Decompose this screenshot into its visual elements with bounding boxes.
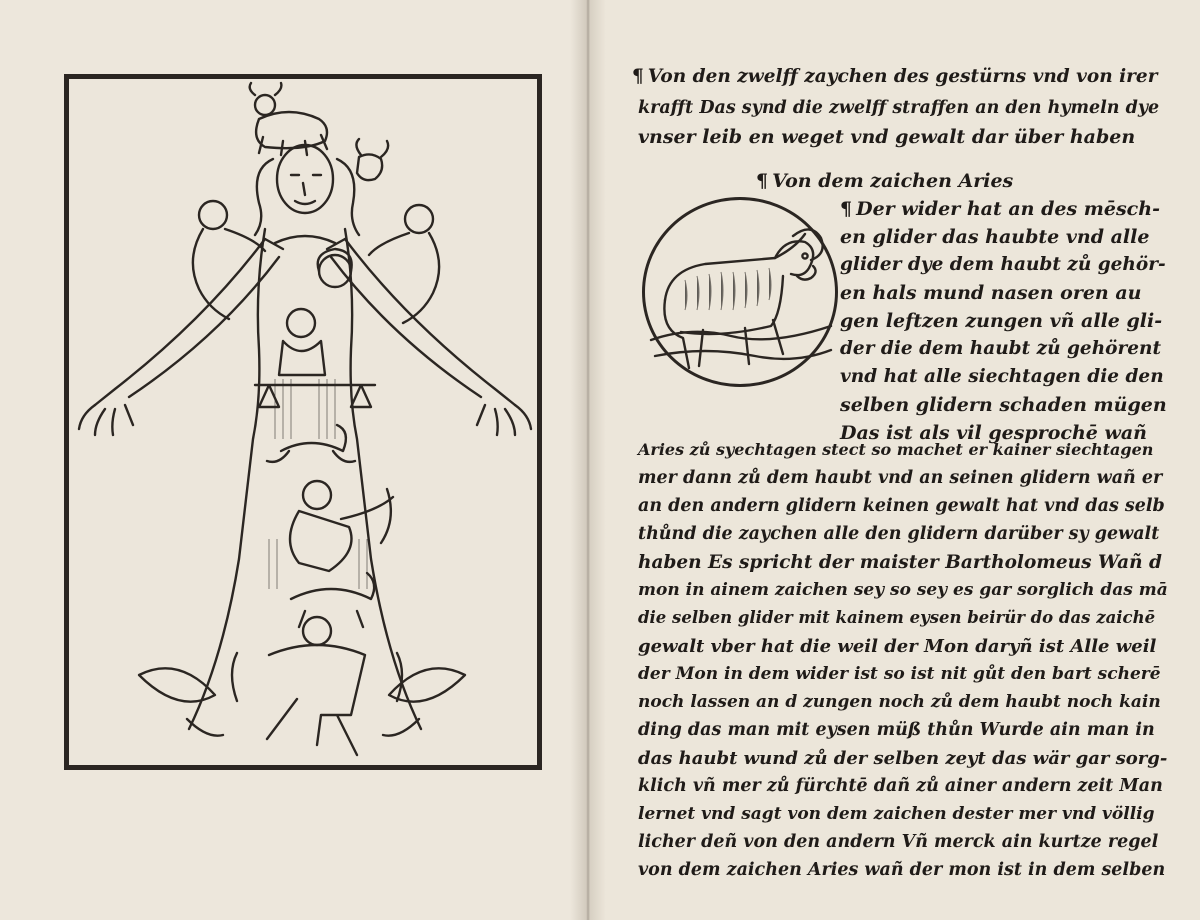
body-text-line: noch lassen an d zungen noch zů dem haubt noch kain	[638, 692, 1161, 712]
chapter-heading-line-1: ¶ Von den zwelff zaychen des gestürns vnd von irer	[632, 66, 1158, 87]
body-text-line: haben Es spricht der maister Bartholomeus Wañ d	[638, 552, 1162, 573]
body-text-line: klich vñ mer zů fürchtē dañ zů ainer andern zeit Man	[638, 776, 1163, 796]
text-line-beside-roundel: der die dem haubt zů gehörent	[840, 338, 1162, 359]
body-text-line: der Mon in dem wider ist so ist nit gůt den bart scherē	[638, 664, 1161, 684]
body-text-line: an den andern glidern keinen gewalt hat vnd das selb	[638, 496, 1165, 516]
chapter-heading-line-2: krafft Das synd die zwelff straffen an den hymeln dye	[638, 98, 1160, 118]
zodiac-man-illustration	[69, 79, 537, 765]
text-line-beside-roundel: en hals mund nasen oren au	[840, 282, 1142, 304]
paragraph-mark-icon: ¶	[632, 66, 644, 87]
body-text-line: Aries zů syechtagen stect so machet er kainer siechtagen	[638, 440, 1154, 459]
body-text-line: licher deñ von den andern Vñ merck ain kurtze regel	[638, 832, 1159, 852]
ram-icon	[645, 200, 835, 384]
body-text-line: von dem zaichen Aries wañ der mon ist in dem selben	[638, 860, 1166, 880]
body-text-line: mon in ainem zaichen sey so sey es gar sorglich das mā	[638, 580, 1168, 600]
chapter-heading-line-3: vnser leib en weget vnd gewalt dar über haben	[638, 126, 1136, 148]
text-line-beside-roundel: selben glidern schaden mügen	[840, 394, 1167, 416]
body-text-line: ding das man mit eysen müß thůn Wurde ain man in	[638, 720, 1155, 740]
body-text-line: die selben glider mit kainem eysen beirür do das zaichē	[638, 608, 1156, 627]
paragraph-mark-icon: ¶	[756, 170, 769, 192]
text-line-beside-roundel: glider dye dem haubt zů gehör-	[840, 254, 1166, 275]
book-gutter	[570, 0, 606, 920]
left-page	[0, 0, 588, 920]
zodiac-man-woodcut	[64, 74, 542, 770]
body-text-line: thůnd die zaychen alle den glidern darüber sy gewalt	[638, 524, 1160, 544]
body-text-line: gewalt vber hat die weil der Mon daryñ ist Alle weil	[638, 636, 1157, 657]
text-line-beside-roundel: gen leftzen zungen vñ alle gli-	[840, 310, 1163, 332]
text-line-beside-roundel: Das ist als vil gesprochē wañ	[840, 422, 1147, 444]
paragraph-mark-icon: ¶	[840, 198, 853, 220]
text-line-beside-roundel: en glider das haubte vnd alle	[840, 226, 1150, 248]
section-heading: ¶ Von dem zaichen Aries	[756, 170, 1014, 192]
text-line-beside-roundel: ¶ Der wider hat an des mēsch-	[840, 198, 1160, 220]
body-text-line: lernet vnd sagt von dem zaichen dester mer vnd völlig	[638, 804, 1155, 824]
body-text-line: mer dann zů dem haubt vnd an seinen glidern wañ er	[638, 468, 1163, 488]
text-line-beside-roundel: vnd hat alle siechtagen die den	[840, 366, 1164, 387]
aries-ram-roundel	[642, 197, 838, 387]
body-text-line: das haubt wund zů der selben zeyt das wär gar sorg-	[638, 748, 1168, 769]
